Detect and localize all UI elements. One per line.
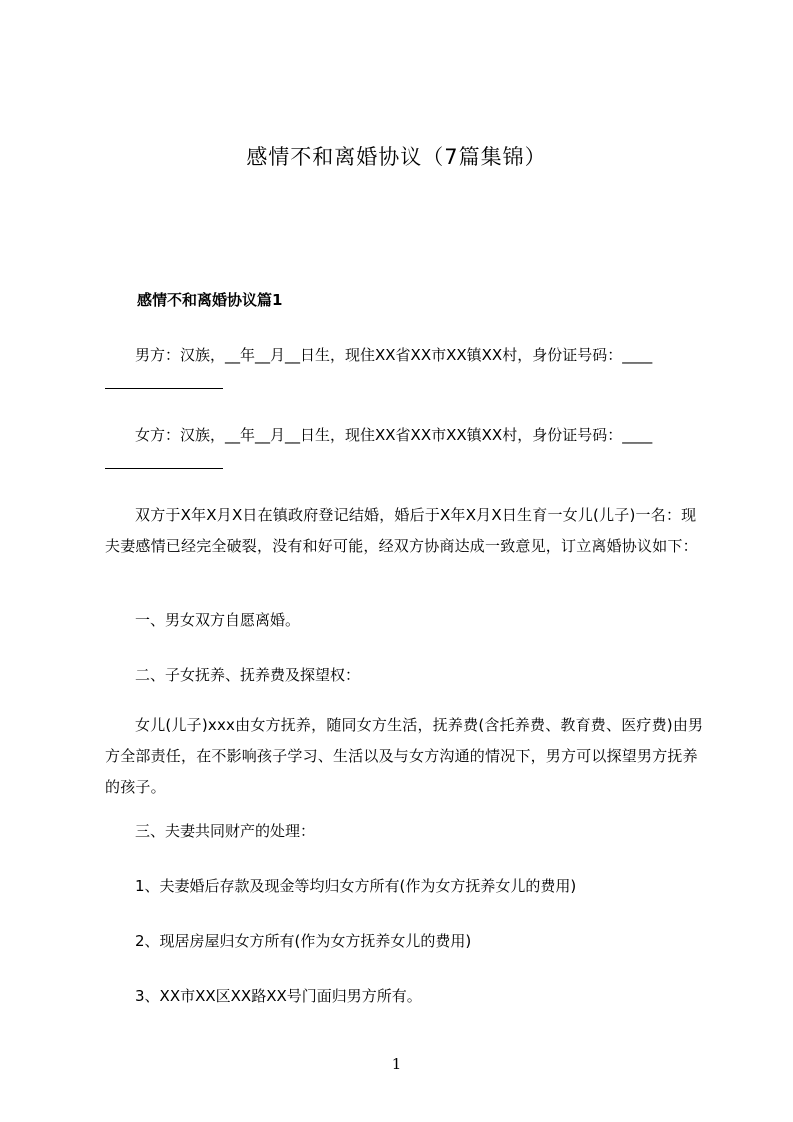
clause-2: 二、子女抚养、抚养费及探望权：	[135, 666, 361, 684]
property-item-2: 2、现居房屋归女方所有(作为女方抚养女儿的费用)	[135, 932, 472, 950]
marriage-paragraph: 双方于X年X月X日在镇政府登记结婚，婚后于X年X月X日生育一女儿(儿子)一名：现夫妻感情已经完全破裂，没有和好可能，经双方协商达成一致意见，订立离婚协议如下：	[105, 506, 698, 555]
section-heading: 感情不和离婚协议篇1	[137, 291, 283, 309]
property-item-3: 3、XX市XX区XX路XX号门面归男方所有。	[135, 987, 422, 1005]
property-item-1: 1、夫妻婚后存款及现金等均归女方所有(作为女方抚养女儿的费用)	[135, 877, 577, 895]
male-id-underline	[105, 387, 223, 389]
male-info-line: 男方：汉族，__年__月__日生，现住XX省XX市XX镇XX村，身份证号码：____	[135, 346, 653, 364]
page-title: 感情不和离婚协议（7篇集锦）	[246, 145, 547, 169]
clause-3: 三、夫妻共同财产的处理：	[135, 822, 316, 840]
page-number: 1	[391, 1055, 402, 1073]
custody-paragraph: 女儿(儿子)xxx由女方抚养，随同女方生活，抚养费(含托养费、教育费、医疗费)由男方全部责任，在不影响孩子学习、生活以及与女方沟通的情况下，男方可以探望男方抚养的孩子。	[105, 716, 704, 796]
female-id-underline	[105, 467, 223, 469]
female-info-line: 女方：汉族，__年__月__日生，现住XX省XX市XX镇XX村，身份证号码：____	[135, 426, 653, 444]
clause-1: 一、男女双方自愿离婚。	[135, 611, 301, 629]
